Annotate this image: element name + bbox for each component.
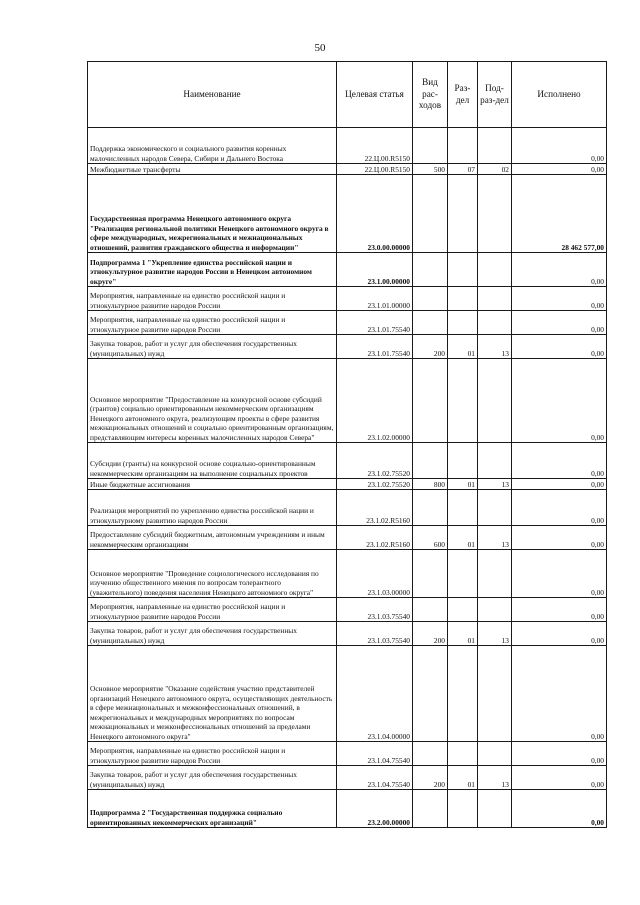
- table-row: [88, 128, 607, 164]
- row-amount: 0,00: [512, 253, 607, 287]
- header-section: Раз-дел: [448, 62, 478, 128]
- row-expense-type: [413, 598, 448, 622]
- row-section: 07: [448, 164, 478, 175]
- row-target-code: 22.Ц.00.R5150: [337, 164, 413, 175]
- row-amount: 0,00: [512, 766, 607, 790]
- row-subsection: [478, 646, 512, 742]
- table-header-row: [88, 62, 607, 128]
- row-section: 01: [448, 479, 478, 490]
- row-section: [448, 598, 478, 622]
- row-section: [448, 550, 478, 598]
- row-section: 01: [448, 622, 478, 646]
- row-target-code: 23.1.02.R5160: [337, 526, 413, 550]
- row-name: Подпрограмма 1 "Укрепление единства российской нации и этнокультурное развитие народов России в Ненецком автономном округе": [88, 253, 337, 287]
- row-target-code: 23.1.00.00000: [337, 253, 413, 287]
- row-amount: 0,00: [512, 128, 607, 164]
- row-subsection: [478, 598, 512, 622]
- row-name: Закупка товаров, работ и услуг для обеспечения государственных (муниципальных) нужд: [88, 766, 337, 790]
- row-amount: 0,00: [512, 311, 607, 335]
- row-amount: 0,00: [512, 550, 607, 598]
- row-target-code: 23.1.02.75520: [337, 479, 413, 490]
- header-target-article: Целевая статья: [337, 62, 413, 128]
- row-expense-type: [413, 359, 448, 443]
- row-expense-type: 800: [413, 479, 448, 490]
- row-amount: 0,00: [512, 490, 607, 526]
- row-section: 01: [448, 526, 478, 550]
- row-section: 01: [448, 335, 478, 359]
- row-amount: 0,00: [512, 287, 607, 311]
- row-section: [448, 311, 478, 335]
- row-expense-type: [413, 646, 448, 742]
- table-row: [88, 622, 607, 646]
- row-target-code: 23.1.01.75540: [337, 311, 413, 335]
- row-target-code: 23.1.03.75540: [337, 622, 413, 646]
- row-expense-type: [413, 790, 448, 828]
- row-expense-type: 200: [413, 622, 448, 646]
- row-subsection: [478, 253, 512, 287]
- row-name: Предоставление субсидий бюджетным, автономным учреждениям и иным некоммерческим организациям: [88, 526, 337, 550]
- row-subsection: [478, 443, 512, 479]
- table-row: [88, 646, 607, 742]
- row-subsection: 13: [478, 526, 512, 550]
- row-amount: 0,00: [512, 443, 607, 479]
- row-subsection: [478, 287, 512, 311]
- table-row: [88, 164, 607, 175]
- table-row: [88, 766, 607, 790]
- row-amount: 0,00: [512, 479, 607, 490]
- row-target-code: 23.1.02.75520: [337, 443, 413, 479]
- row-target-code: 23.1.01.00000: [337, 287, 413, 311]
- row-subsection: [478, 128, 512, 164]
- row-section: [448, 742, 478, 766]
- row-section: [448, 490, 478, 526]
- row-section: [448, 443, 478, 479]
- row-expense-type: [413, 128, 448, 164]
- row-amount: 0,00: [512, 335, 607, 359]
- table-row: [88, 526, 607, 550]
- row-subsection: [478, 550, 512, 598]
- row-expense-type: [413, 175, 448, 253]
- row-amount: 0,00: [512, 742, 607, 766]
- row-expense-type: [413, 311, 448, 335]
- row-subsection: [478, 311, 512, 335]
- row-name: Поддержка экономического и социального развития коренных малочисленных народов Севера, Сибири и Дальнего Востока: [88, 128, 337, 164]
- table-row: [88, 598, 607, 622]
- table-row: [88, 550, 607, 598]
- table-row: [88, 359, 607, 443]
- row-target-code: 23.1.04.75540: [337, 742, 413, 766]
- row-expense-type: 200: [413, 766, 448, 790]
- table-row: [88, 335, 607, 359]
- row-target-code: 23.1.02.R5160: [337, 490, 413, 526]
- row-name: Закупка товаров, работ и услуг для обеспечения государственных (муниципальных) нужд: [88, 335, 337, 359]
- row-name: Мероприятия, направленные на единство российской нации и этнокультурное развитие народов России: [88, 311, 337, 335]
- row-amount: 0,00: [512, 164, 607, 175]
- table-row: [88, 790, 607, 828]
- row-subsection: [478, 742, 512, 766]
- row-expense-type: 600: [413, 526, 448, 550]
- row-name: Межбюджетные трансферты: [88, 164, 337, 175]
- row-name: Основное мероприятие "Предоставление на конкурсной основе субсидий (грантов) социально ориентированным некоммерческим организациям Ненецкого автономного округа, реализующим проекты в сфере развития межнациональных отношений и социально ориентированным организациям, представляющим интересы коренных малочисленных народов Севера": [88, 359, 337, 443]
- table-row: [88, 479, 607, 490]
- page-number: 50: [314, 42, 326, 54]
- row-target-code: 23.1.03.75540: [337, 598, 413, 622]
- row-section: [448, 646, 478, 742]
- row-name: Мероприятия, направленные на единство российской нации и этнокультурное развитие народов России: [88, 742, 337, 766]
- row-amount: 0,00: [512, 359, 607, 443]
- row-subsection: [478, 490, 512, 526]
- row-name: Мероприятия, направленные на единство российской нации и этнокультурное развитие народов России: [88, 598, 337, 622]
- row-amount: 0,00: [512, 526, 607, 550]
- row-amount: 0,00: [512, 646, 607, 742]
- row-amount: 0,00: [512, 598, 607, 622]
- table-row: [88, 443, 607, 479]
- row-target-code: 23.1.01.75540: [337, 335, 413, 359]
- row-target-code: 23.1.03.00000: [337, 550, 413, 598]
- row-expense-type: [413, 253, 448, 287]
- row-target-code: 22.Ц.00.R5150: [337, 128, 413, 164]
- row-amount: 0,00: [512, 790, 607, 828]
- row-amount: 28 462 577,00: [512, 175, 607, 253]
- row-name: Государственная программа Ненецкого автономного округа "Реализация региональной политики Ненецкого автономного округа в сфере международных, межрегиональных и межнациональных отношений, развития гражданского общества и информации": [88, 175, 337, 253]
- row-section: [448, 175, 478, 253]
- row-target-code: 23.1.04.75540: [337, 766, 413, 790]
- row-expense-type: [413, 490, 448, 526]
- row-name: Реализация мероприятий по укреплению единства российской нации и этнокультурному развитию народов России: [88, 490, 337, 526]
- table-row: [88, 742, 607, 766]
- table-row: [88, 175, 607, 253]
- header-name: Наименование: [88, 62, 337, 128]
- row-section: [448, 287, 478, 311]
- table-row: [88, 287, 607, 311]
- row-subsection: 13: [478, 766, 512, 790]
- row-expense-type: [413, 287, 448, 311]
- row-name: Основное мероприятие "Оказание содействия участию представителей организаций Ненецкого автономного округа, осуществляющих деятельность в сфере межнациональных и межконфессиональных отношений, в межрегиональных и международных мероприятиях по вопросам межнациональных и межконфессиональных отношений за пределами Ненецкого автономного округа": [88, 646, 337, 742]
- row-target-code: 23.0.00.00000: [337, 175, 413, 253]
- row-name: Основное мероприятие "Проведение социологического исследования по изучению общественного мнения по вопросам толерантного (уважительного) поведения населения Ненецкого автономного округа": [88, 550, 337, 598]
- row-section: [448, 359, 478, 443]
- row-subsection: 13: [478, 622, 512, 646]
- table-row: [88, 490, 607, 526]
- row-subsection: 13: [478, 479, 512, 490]
- row-name: Субсидии (гранты) на конкурсной основе социально-ориентированным некоммерческим организациям на выполнение социальных проектов: [88, 443, 337, 479]
- row-target-code: 23.2.00.00000: [337, 790, 413, 828]
- row-subsection: [478, 175, 512, 253]
- row-subsection: [478, 790, 512, 828]
- row-expense-type: [413, 550, 448, 598]
- row-section: [448, 253, 478, 287]
- row-target-code: 23.1.02.00000: [337, 359, 413, 443]
- header-executed: Исполнено: [512, 62, 607, 128]
- row-expense-type: 200: [413, 335, 448, 359]
- table-row: [88, 253, 607, 287]
- table-row: [88, 311, 607, 335]
- row-name: Иные бюджетные ассигнования: [88, 479, 337, 490]
- row-name: Мероприятия, направленные на единство российской нации и этнокультурное развитие народов России: [88, 287, 337, 311]
- row-name: Закупка товаров, работ и услуг для обеспечения государственных (муниципальных) нужд: [88, 622, 337, 646]
- row-amount: 0,00: [512, 622, 607, 646]
- row-section: [448, 790, 478, 828]
- row-expense-type: [413, 443, 448, 479]
- row-subsection: 13: [478, 335, 512, 359]
- row-subsection: [478, 359, 512, 443]
- budget-table: [87, 61, 607, 828]
- row-name: Подпрограмма 2 "Государственная поддержка социально ориентированных некоммерческих организаций": [88, 790, 337, 828]
- row-expense-type: [413, 742, 448, 766]
- row-expense-type: 500: [413, 164, 448, 175]
- header-subsection: Под-раз-дел: [478, 62, 512, 128]
- row-section: 01: [448, 766, 478, 790]
- row-target-code: 23.1.04.00000: [337, 646, 413, 742]
- header-expense-type: Вид рас-ходов: [413, 62, 448, 128]
- row-section: [448, 128, 478, 164]
- row-subsection: 02: [478, 164, 512, 175]
